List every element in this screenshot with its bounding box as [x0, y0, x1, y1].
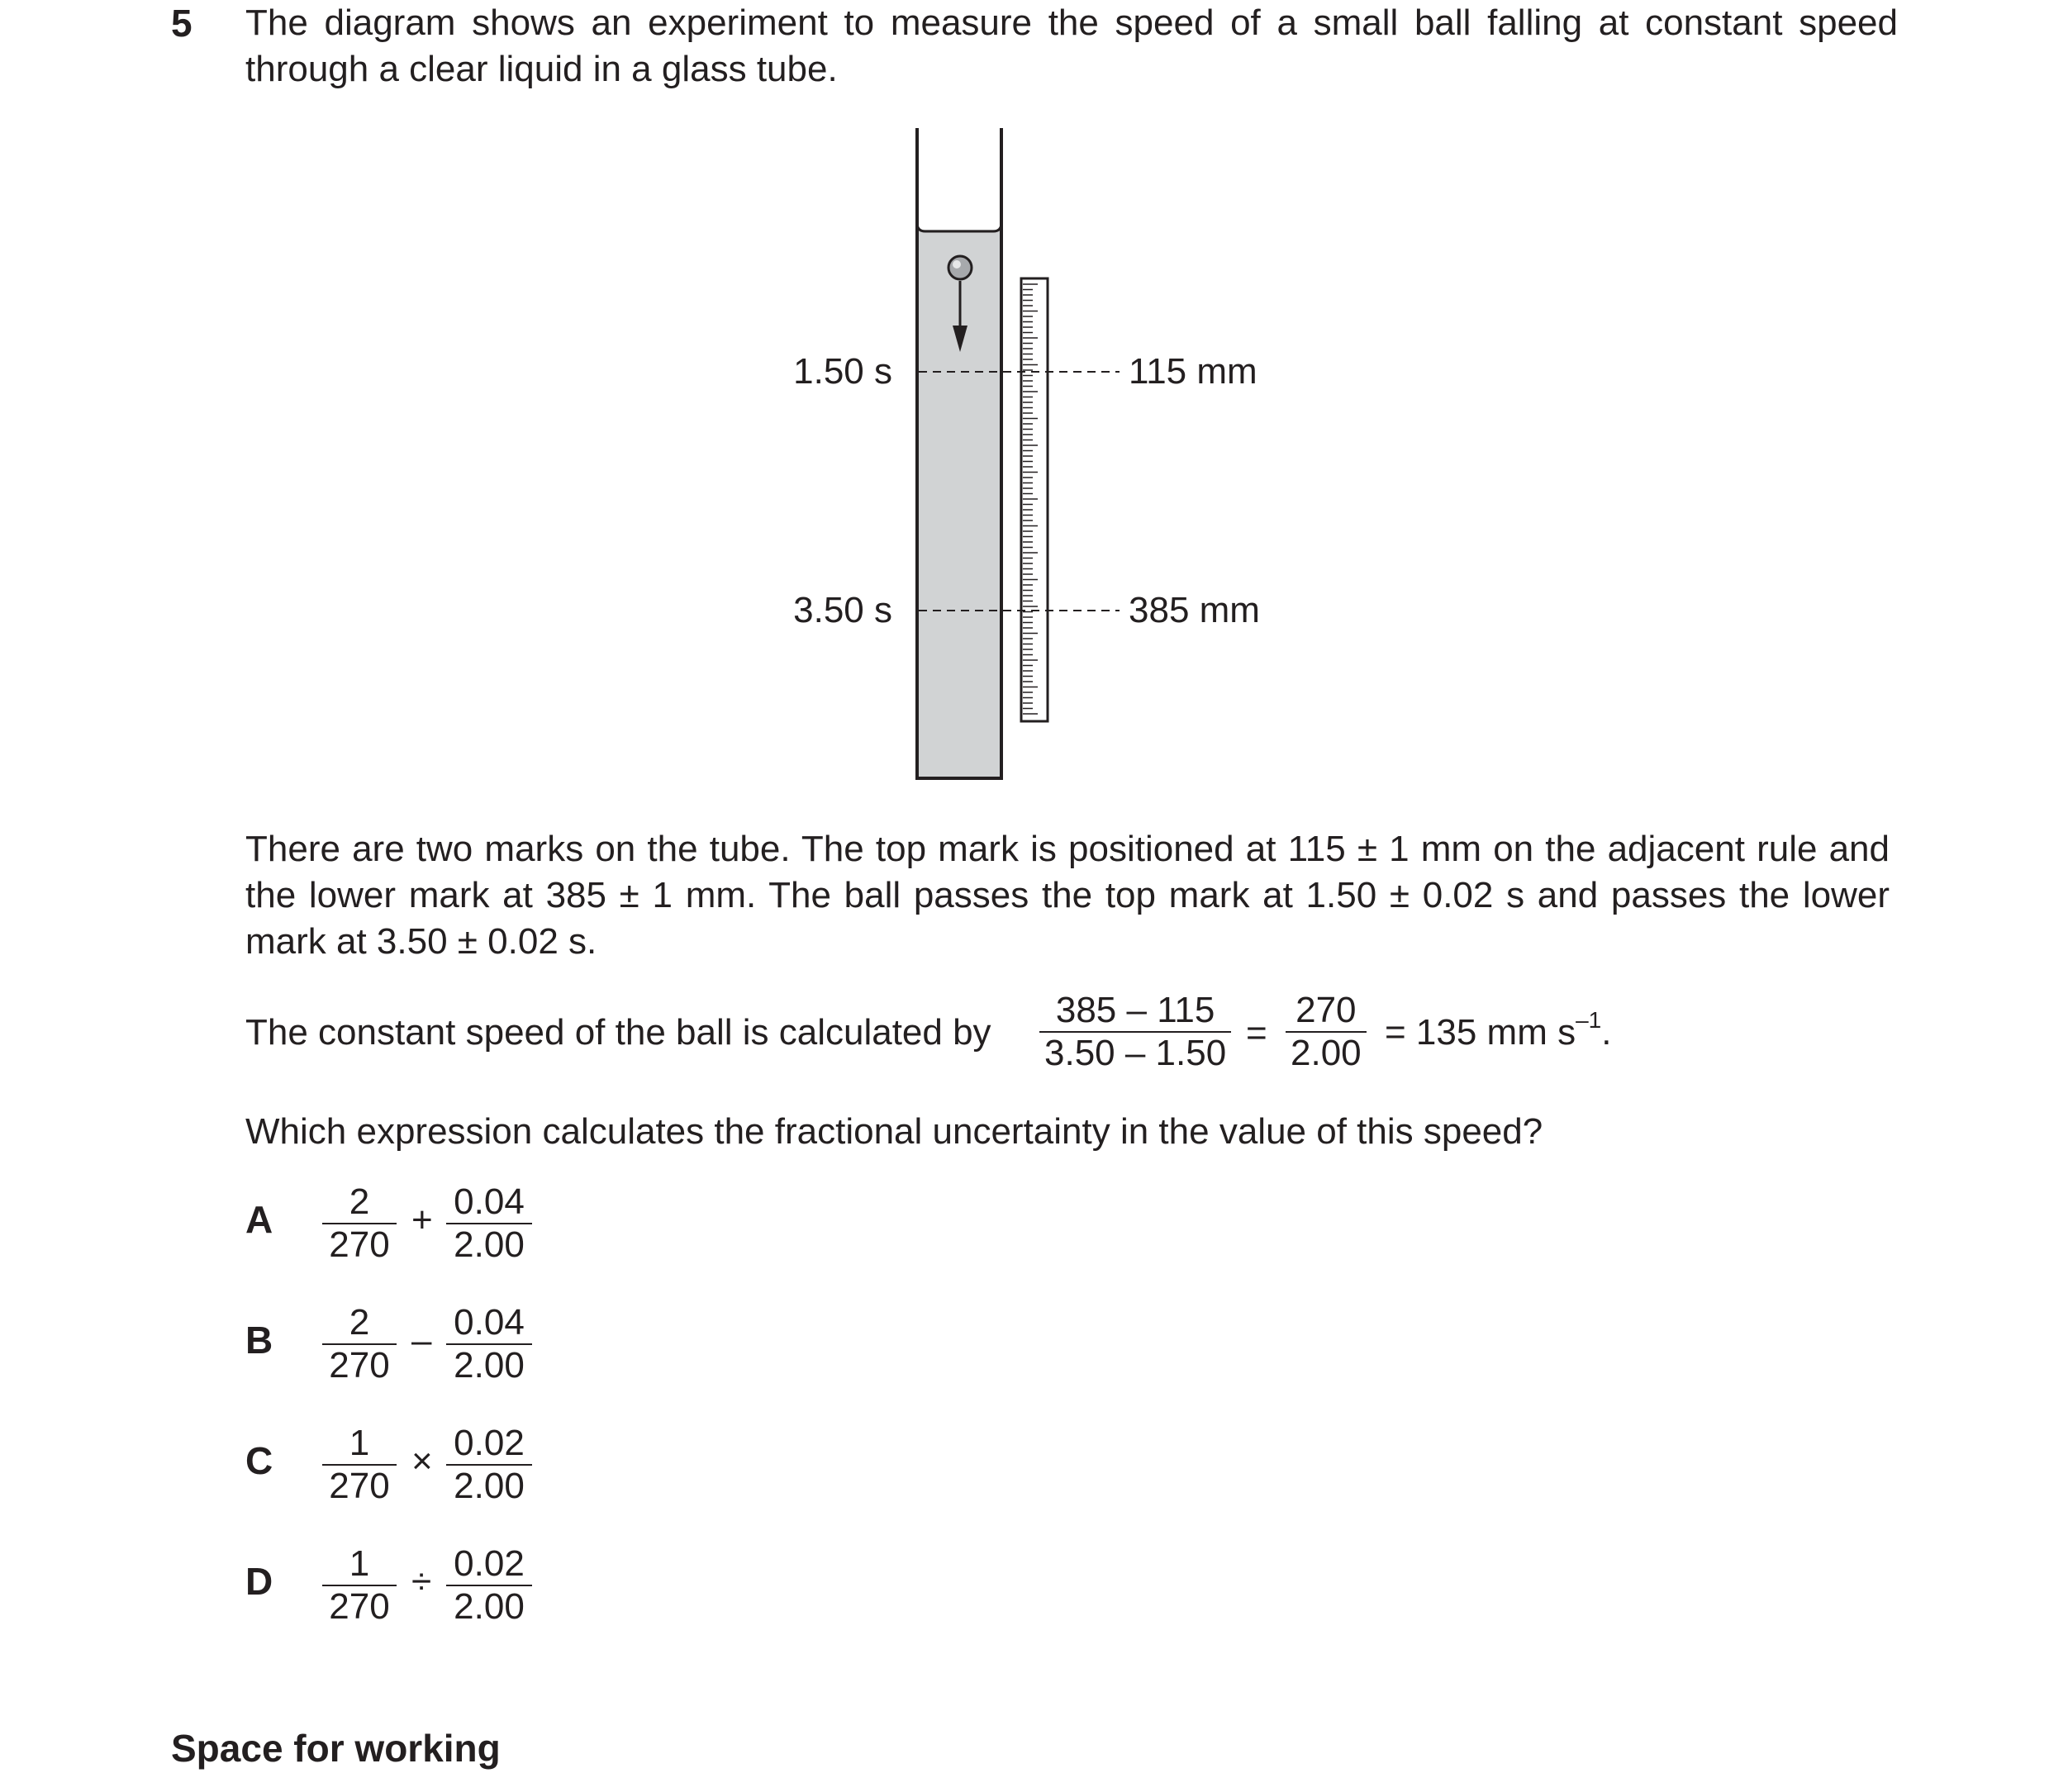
option-fraction-1: 2 270: [322, 1302, 397, 1386]
option-operator: ×: [411, 1441, 433, 1481]
speed-denominator-2: 2.00: [1291, 1033, 1362, 1073]
speed-equals: =: [1246, 1013, 1267, 1053]
question-number: 5: [171, 2, 193, 45]
speed-result: = 135 mm $s^{-1}$.: [1385, 1007, 1612, 1053]
option-fraction-2: 0.02 2.00: [446, 1423, 532, 1507]
speed-numerator-2: 270: [1295, 990, 1357, 1030]
question-stem: The diagram shows an experiment to measure the speed of a small ball falling at constant speed through a clear liquid in a glass tube.: [245, 2, 1898, 89]
option-operator: –: [411, 1320, 432, 1361]
time-top-label: 1.50 s: [793, 351, 892, 392]
experiment-diagram: [0, 0, 2049, 826]
speed-numerator-1: 385 – 115: [1055, 990, 1215, 1030]
option-label: B: [245, 1319, 273, 1362]
option-fraction-1: 2 270: [322, 1181, 397, 1266]
option-label: C: [245, 1439, 273, 1482]
speed-fraction-1: [1039, 990, 1231, 1074]
ball-icon: [948, 256, 972, 279]
option-fraction-2: 0.04 2.00: [446, 1181, 532, 1266]
option-operator: +: [411, 1200, 433, 1240]
speed-lead: The constant speed of the ball is calculated by: [245, 1012, 991, 1053]
mark-top-label: 115 mm: [1129, 351, 1257, 392]
option-label: A: [245, 1198, 273, 1241]
liquid-surface: [917, 223, 1001, 231]
marks-paragraph: There are two marks on the tube. The top mark is positioned at 115 ± 1 mm on the adjacent rule and the lower mark at 385 ± 1 mm. The ball passes the top mark at 1.50 ± 0.02 s and passes the lower mark at 3.50 ± 0.02 s.: [245, 829, 1890, 962]
option-label: D: [245, 1560, 273, 1603]
question-prompt: Which expression calculates the fractional uncertainty in the value of this speed?: [245, 1111, 1543, 1152]
option-fraction-1: 1 270: [322, 1423, 397, 1507]
working-space-label: Space for working: [171, 1727, 501, 1770]
option-fraction-2: 0.04 2.00: [446, 1302, 532, 1386]
speed-fraction-2: [1286, 990, 1367, 1074]
speed-exponent: –1: [1576, 1007, 1602, 1033]
option-fraction-1: 1 270: [322, 1543, 397, 1628]
option-fraction-2: 0.02 2.00: [446, 1543, 532, 1628]
option-operator: ÷: [411, 1561, 432, 1602]
time-bottom-label: 3.50 s: [793, 590, 892, 630]
mark-bottom-label: 385 mm: [1129, 590, 1260, 630]
speed-denominator-1: 3.50 – 1.50: [1044, 1033, 1227, 1073]
